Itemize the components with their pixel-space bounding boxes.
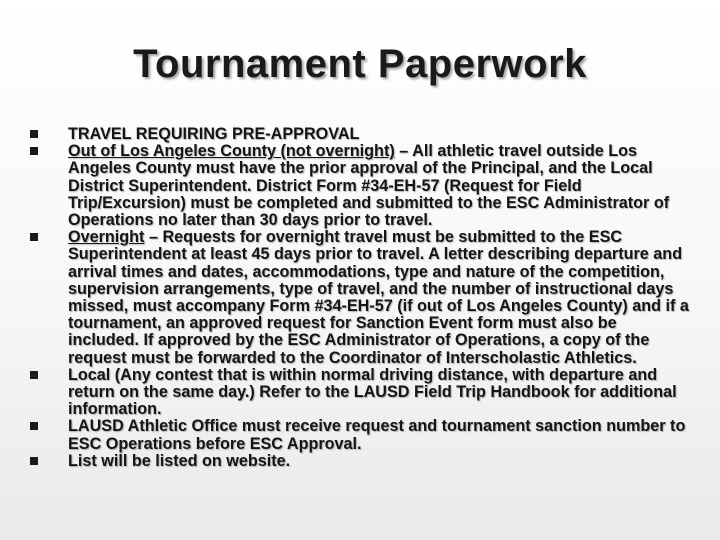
- square-bullet-icon: [30, 130, 38, 138]
- bullet-text: – All athletic travel outside Los Angeles County must have the prior approval of the Principal, and the Local District Superintendent. District Form #34-EH-57 (Request for Field Trip/Excursion) must be completed and submitted to the ESC Administrator of Operations no later than 30 days prior to travel.: [68, 142, 670, 230]
- bullet-out-of-county: [30, 143, 690, 229]
- bullet-travel-pre-approval: [30, 126, 690, 143]
- bullet-text: List will be listed on website.: [68, 451, 291, 470]
- bullet-athletic-office: [30, 418, 690, 452]
- square-bullet-icon: [30, 371, 38, 379]
- square-bullet-icon: [30, 422, 38, 430]
- bullet-website: [30, 453, 690, 470]
- bullet-text: TRAVEL REQUIRING PRE-APPROVAL: [68, 125, 360, 143]
- bullet-text: LAUSD Athletic Office must receive request and tournament sanction number to ESC Operations before ESC Approval.: [68, 417, 686, 453]
- bullet-local: [30, 367, 690, 419]
- bullet-text: Local (Any contest that is within normal driving distance, with departure and return on the same day.) Refer to the LAUSD Field Trip Handbook for additional information.: [68, 365, 677, 419]
- square-bullet-icon: [30, 457, 38, 465]
- bullet-lead: Overnight: [68, 228, 145, 247]
- bullet-list: [30, 126, 690, 470]
- bullet-text: – Requests for overnight travel must be submitted to the ESC Superintendent at least 45 days prior to travel. A letter describing departure and arrival times and dates, accommodations, type and nature of the competition, supervision arrangements, type of travel, and the number of instructional days missed, must accompany Form #34-EH-57 (if out of Los Angeles County) and if a tournament, an approved request for Sanction Event form must also be included. If approved by the ESC Administrator of Operations, a copy of the request must be forwarded to the Coordinator of Interscholastic Athletics.: [68, 228, 689, 367]
- bullet-overnight: [30, 229, 690, 367]
- slide-title: Tournament Paperwork: [133, 42, 587, 86]
- square-bullet-icon: [30, 147, 38, 155]
- square-bullet-icon: [30, 233, 38, 241]
- bullet-lead: Out of Los Angeles County (not overnight): [68, 142, 395, 161]
